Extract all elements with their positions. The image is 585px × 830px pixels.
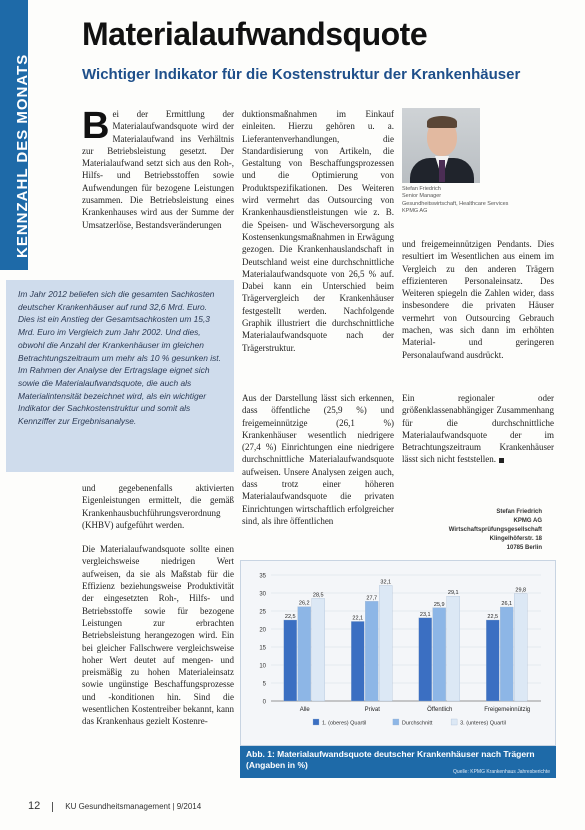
category-tab	[0, 0, 31, 270]
bar-chart	[241, 561, 555, 745]
y-tick-label: 25	[259, 609, 266, 616]
data-label: 22,5	[284, 614, 296, 620]
legend-label: Durchschnitt	[401, 720, 433, 727]
bar	[351, 621, 364, 701]
data-label: 29,8	[515, 587, 527, 594]
legend-swatch	[313, 719, 319, 725]
y-tick-label: 15	[259, 645, 266, 652]
body-column-2-top	[242, 108, 394, 354]
legend-swatch	[393, 719, 399, 725]
bar	[419, 618, 432, 701]
y-tick-label: 5	[262, 681, 266, 688]
footer-divider	[52, 802, 53, 812]
highlight-quote-text: Im Jahr 2012 beliefen sich die gesamten Sachkosten deutscher Krankenhäuser auf rund 32,6 Mrd. Euro. Dies ist ein Anstieg der Gesamtsachkosten um 15,3 Mrd. Euro im Vergleich zum Jahr 2002. Und dies, obwohl die Anzahl der Krankenhäuser im gleichen Betrachtungszeitraum um mehr als 10 % gesunken ist. Im Rahmen der Analyse der Ertragslage eignet sich sowie die Materialaufwandsquote, die auch als Materialintensität bezeichnet wird, als ein wichtiger Indikator der Sachkostenstruktur und somit als Kennziffer zur Ergebnisanalyse.	[18, 289, 221, 427]
legend-swatch	[451, 719, 457, 725]
body-column-1-bottom	[82, 482, 234, 728]
highlight-quote-box	[6, 280, 234, 472]
caption-role: Senior Manager	[402, 193, 442, 200]
bar	[298, 607, 311, 701]
signature-name: Stefan Friedrich	[496, 509, 542, 515]
data-label: 28,5	[312, 592, 324, 599]
x-tick-label: Privat	[364, 707, 380, 713]
category-label: KENNZAHL DES MONATS	[14, 53, 31, 258]
author-photo	[402, 108, 480, 183]
x-tick-label: Freigemeinnützig	[484, 707, 531, 713]
data-label: 29,1	[447, 590, 459, 597]
data-label: 26,2	[298, 600, 310, 607]
bar	[500, 607, 513, 701]
data-label: 32,1	[380, 579, 392, 586]
bar	[433, 608, 446, 701]
paragraph-analysis: Aus der Darstellung lässt sich erkennen, dass öffentliche (25,9 %) und freigemeinnützige (26,1 %) Krankenhäuser wesentlich niedrigere (27,4 %) Einrichtungen eine niedrigere durchschnittliche Materialaufwandsquote aufweisen. Unsere Analysen zeigen auch, dass trotz einer höheren Materialaufwandsquote die privaten Einrichtungen wirtschaftlich erfolgreicher sind, als ihre öffentlichen	[242, 393, 394, 526]
bar	[312, 598, 325, 701]
end-mark	[499, 458, 504, 463]
page-footer	[28, 800, 201, 812]
signature-street: Klingelhöferstr. 18	[489, 536, 542, 542]
x-tick-label: Öffentlich	[427, 707, 453, 713]
caption-name: Stefan Friedrich	[402, 186, 441, 192]
x-tick-label: Alle	[299, 707, 310, 713]
bar	[365, 601, 378, 701]
chart-container	[240, 560, 556, 746]
y-tick-label: 0	[262, 699, 266, 706]
body-column-1-top	[82, 105, 234, 231]
caption-company: KPMG AG	[402, 207, 428, 214]
chart-source: Quelle: KPMG Krankenhaus Jahresberichte	[453, 769, 550, 775]
article-title: Materialaufwandsquote	[82, 16, 428, 52]
legend-label: 1. (oberes) Quartil	[322, 720, 367, 727]
data-label: 26,1	[501, 601, 513, 608]
body-column-3-bottom	[402, 392, 554, 466]
bar	[514, 594, 527, 701]
data-label: 25,9	[433, 601, 445, 608]
publication-name: KU Gesundheitsmanagement | 9/2014	[65, 802, 202, 811]
article-subtitle: Wichtiger Indikator für die Kostenstruktur der Krankenhäuser	[82, 66, 521, 83]
data-label: 27,7	[366, 595, 378, 602]
paragraph-quota-meaning: Die Materialaufwandsquote sollte einen vergleichsweise niedrigen Wert aufweisen, da sie als Maßstab für die Effizienz beziehungsweise Produktivität der eingesetzten Roh-, Hilfs- und Betriebsstoffe sowie für bezogene Leistungen zur erbrachten Betriebsleistung herangezogen wird. Ein bei gleicher Fallschwere vergleichsweise hoher Wert deutet auf mengen- und preismäßig zu hohen Materialeinsatz sowie ungünstige Beschaffungsprozesse und -konditionen hin. Sind die wesentlichen Kostentreiber bekannt, kann das Krankenhaus gezielt Kostenre-	[82, 544, 234, 727]
y-tick-label: 20	[259, 627, 266, 634]
signature-firm-type: Wirtschaftsprüfungsgesellschaft	[448, 527, 542, 533]
page-number: 12	[28, 800, 41, 812]
y-tick-label: 10	[259, 663, 266, 670]
conclusion-text: Ein regionaler oder größenklassenabhängiger Zusammenhang für die durchschnittliche Materialaufwandsquote der im Betrachtungszeitraum Krankenhäuser lässt sich nicht feststellen.	[402, 393, 554, 465]
bar	[447, 596, 460, 701]
bar	[486, 620, 499, 701]
intro-paragraph: ei der Ermittlung der Materialaufwandsquote wird der Materialaufwand ins Verhältnis zur Betriebsleistung gesetzt. Der Materialaufwand setzt sich aus den Roh-, Hilfs- und Betriebsstoffen sowie Aufwendungen für bezogene Leistungen zusammen. Die Betriebsleistung eines Krankenhauses wird aus der Summe der Umsatzerlöse, Bestandsveränderungen	[82, 109, 234, 230]
bar	[284, 620, 297, 701]
bar	[379, 585, 392, 701]
paragraph-conclusion	[402, 392, 554, 466]
y-tick-label: 30	[259, 591, 266, 598]
data-label: 22,5	[487, 614, 499, 620]
legend-label: 3. (unteres) Quartil	[460, 720, 506, 727]
chart-caption: Abb. 1: Materialaufwandsquote deutscher Krankenhäuser nach Trägern (Angaben in %)	[246, 749, 535, 770]
paragraph-continued: und gegebenenfalls aktivierten Eigenleistungen ermittelt, die gemäß Krankenhausbuchführungsverordnung (KHBV) aufgeführt werden.	[82, 483, 234, 530]
y-tick-label: 35	[259, 573, 266, 580]
signature-company: KPMG AG	[513, 518, 542, 524]
photo-caption	[402, 186, 508, 215]
data-label: 23,1	[419, 611, 431, 618]
paragraph-measures: duktionsmaßnahmen im Einkauf einleiten. Hierzu gehören u. a. Lieferantenverhandlungen, die Standardisierung von Artikeln, die Gestaltung von Beschaffungsprozessen und die Optimierung von Produktspezifikationen. Des Weiteren wird vermehrt das Outsourcing von Krankenhausdienstleistungen wie z. B. die Speisen- und Wäscheversorgung als Kostensenkungsmaßnahmen in Erwägung gezogen. Die Krankenhauslandschaft in Deutschland weist eine durchschnittliche Materialaufwandsquote von 26,5 % auf. Dabei kann ein Unterschied beim Trägervergleich der Krankenhäuser festgestellt werden. Nachfolgende Graphik illustriert die durchschnittliche Materialaufwandsquote nach der Trägerstruktur.	[242, 109, 394, 353]
chart-caption-bar	[240, 746, 556, 778]
signature-city: 10785 Berlin	[506, 545, 542, 551]
caption-department: Gesundheitswirtschaft, Healthcare Services	[402, 200, 509, 207]
author-signature	[430, 508, 542, 553]
dropcap: B	[82, 105, 110, 147]
body-column-3-top	[402, 238, 554, 361]
body-column-2-bottom	[242, 392, 394, 527]
data-label: 22,1	[352, 615, 364, 622]
paragraph-comparison: und freigemeinnützigen Pendants. Dies resultiert im Wesentlichen aus einem im Vergleich zu den anderen Trägern effizienteren Personaleinsatz. Des Weiteren spiegeln die Zahlen wider, dass insbesondere die privaten Häuser vermehrt von Outsourcing Gebrauch machen, was sich dann im erhöhten Material- und geringeren Personalaufwand ausdrückt.	[402, 239, 554, 360]
